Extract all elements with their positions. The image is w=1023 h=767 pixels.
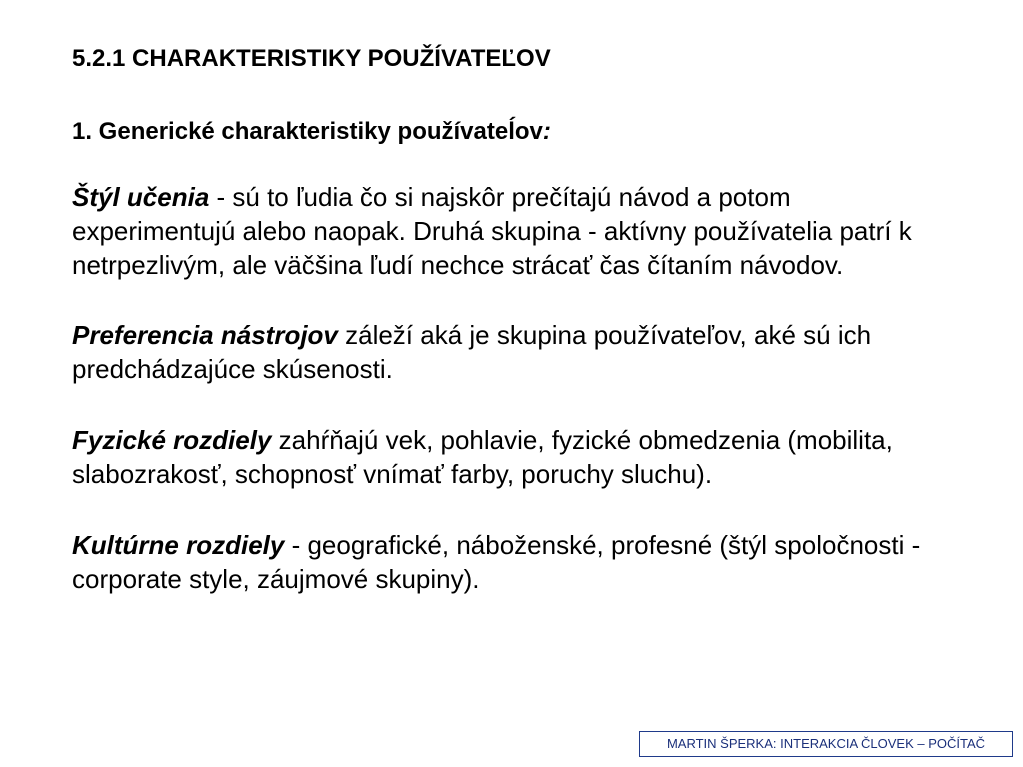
paragraph-learning-style <box>72 180 952 282</box>
term-cultural-differences: Kultúrne rozdiely <box>72 530 285 560</box>
paragraph-tool-preference <box>72 318 952 386</box>
section-subtitle <box>72 117 952 147</box>
section-subtitle-colon: : <box>542 118 551 145</box>
slide-title: 5.2.1 CHARAKTERISTIKY POUŽÍVATEĽOV <box>72 45 551 72</box>
text-learning-style: - sú to ľudia čo si najskôr prečítajú návod a potom experimentujú alebo naopak. Druhá skupina - aktívny používatelia patrí k netrpezlivým, ale väčšina ľudí nechce strácať čas čítaním návodov. <box>72 182 912 280</box>
footer-author-label: MARTIN ŠPERKA: INTERAKCIA ČLOVEK – POČÍTAČ <box>639 731 1013 757</box>
paragraph-cultural-differences <box>72 528 952 596</box>
text-physical-differences: zahŕňajú vek, pohlavie, fyzické obmedzenia (mobilita, slabozrakosť, schopnosť vnímať farby, poruchy sluchu). <box>72 425 893 489</box>
section-subtitle-text: 1. Generické charakteristiky používateĺov <box>72 118 543 145</box>
text-cultural-differences: - geografické, náboženské, profesné (štýl spoločnosti - corporate style, záujmové skupiny). <box>72 530 921 594</box>
slide-content <box>72 44 952 596</box>
paragraph-physical-differences <box>72 423 952 491</box>
term-physical-differences: Fyzické rozdiely <box>72 425 272 455</box>
text-tool-preference: záleží aká je skupina používateľov, aké sú ich predchádzajúce skúsenosti. <box>72 320 872 384</box>
term-tool-preference: Preferencia nástrojov <box>72 320 338 350</box>
term-learning-style: Štýl učenia <box>72 182 210 212</box>
